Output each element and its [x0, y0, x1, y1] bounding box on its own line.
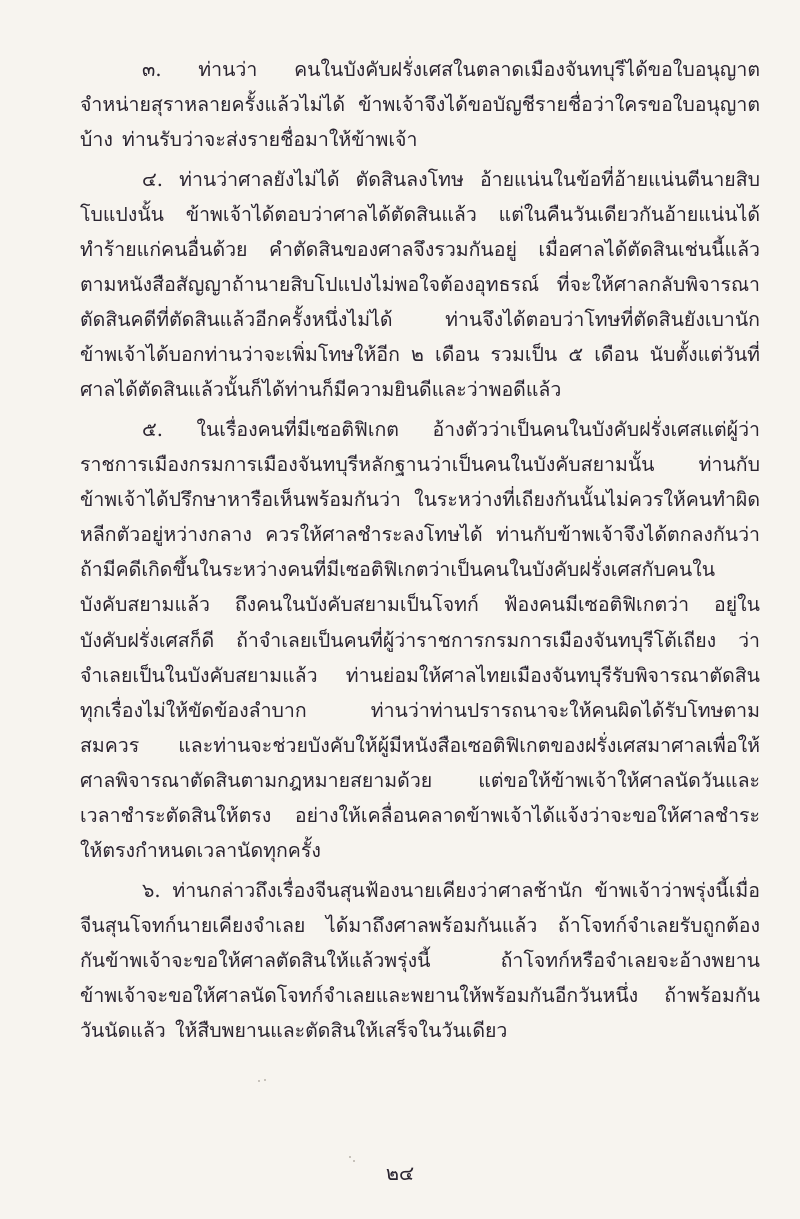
- paper-speck: [264, 1079, 266, 1081]
- document-body: [80, 52, 760, 1053]
- paragraph-3: ๓. ท่านว่า คนในบังคับฝรั่งเศสในตลาดเมืองจันทบุรีได้ขอใบอนุญาตจำหน่ายสุราหลายครั้งแล้วไม่ได้ ข้าพเจ้าจึงได้ขอบัญชีรายชื่อว่าใครขอใบอนุญาตบ้าง ท่านรับว่าจะส่งรายชื่อมาให้ข้าพเจ้า: [80, 58, 760, 152]
- page-number: ๒๔: [385, 1161, 415, 1185]
- paragraph-6: ๖. ท่านกล่าวถึงเรื่องจีนสุนฟ้องนายเคียงว่าศาลช้านัก ข้าพเจ้าว่าพรุ่งนี้เมื่อจีนสุนโจทก์นายเคียงจำเลย ได้มาถึงศาลพร้อมกันแล้ว ถ้าโจทก์จำเลยรับถูกต้องกันข้าพเจ้าจะขอให้ศาลตัดสินให้แล้วพรุ่งนี้ ถ้าโจทก์หรือจำเลยจะอ้างพยาน ข้าพเจ้าจะขอให้ศาลนัดโจทก์จำเลยและพยานให้พร้อมกันอีกวันหนึ่ง ถ้าพร้อมกันวันนัดแล้ว ให้สืบพยานและตัดสินให้เสร็จในวันเดียว: [80, 878, 760, 1043]
- paper-speck: [258, 1080, 260, 1082]
- paragraph-4: ๔. ท่านว่าศาลยังไม่ได้ ตัดสินลงโทษ อ้ายแน่นในข้อที่อ้ายแน่นตีนายสิบโบแปงนั้น ข้าพเจ้าได้ตอบว่าศาลได้ตัดสินแล้ว แต่ในคืนวันเดียวกันอ้ายแน่นได้ทำร้ายแก่คนอื่นด้วย คำตัดสินของศาลจึงรวมกันอยู่ เมื่อศาลได้ตัดสินเช่นนี้แล้ว ตามหนังสือสัญญาถ้านายสิบโปแปงไม่พอใจต้องอุทธรณ์ ที่จะให้ศาลกลับพิจารณาตัดสินคดีที่ตัดสินแล้วอีกครั้งหนึ่งไม่ได้ ท่านจึงได้ตอบว่าโทษที่ตัดสินยังเบานัก ข้าพเจ้าได้บอกท่านว่าจะเพิ่มโทษให้อีก ๒ เดือน รวมเป็น ๕ เดือน นับตั้งแต่วันที่ศาลได้ตัดสินแล้วนั้นก็ได้ท่านก็มีความยินดีและว่าพอดีแล้ว: [80, 167, 760, 402]
- paragraph-5: ๕. ในเรื่องคนที่มีเซอติฟิเกต อ้างตัวว่าเป็นคนในบังคับฝรั่งเศสแต่ผู้ว่าราชการเมืองกรมการเมืองจันทบุรีหลักฐานว่าเป็นคนในบังคับสยามนั้น ท่านกับข้าพเจ้าได้ปรึกษาหารือเห็นพร้อมกันว่า ในระหว่างที่เถียงกันนั้นไม่ควรให้คนทำผิดหลีกตัวอยู่หว่างกลาง ควรให้ศาลชำระลงโทษได้ ท่านกับข้าพเจ้าจึงได้ตกลงกันว่า ถ้ามีคดีเกิดขึ้นในระหว่างคนที่มีเซอติฟิเกตว่าเป็นคนในบังคับฝรั่งเศสกับคนในบังคับสยามแล้ว ถึงคนในบังคับสยามเป็นโจทก์ ฟ้องคนมีเซอติฟิเกตว่า อยู่ในบังคับฝรั่งเศสก็ดี ถ้าจำเลยเป็นคนที่ผู้ว่าราชการกรมการเมืองจันทบุรีโต้เถียง ว่าจำเลยเป็นในบังคับสยามแล้ว ท่านย่อมให้ศาลไทยเมืองจันทบุรีรับพิจารณาตัดสินทุกเรื่องไม่ให้ขัดข้องลำบาก ท่านว่าท่านปรารถนาจะให้คนผิดได้รับโทษตามสมควร และท่านจะช่วยบังคับให้ผู้มีหนังสือเซอติฟิเกตของฝรั่งเศสมาศาลเพื่อให้ศาลพิจารณาตัดสินตามกฎหมายสยามด้วย แต่ขอให้ข้าพเจ้าให้ศาลนัดวันและเวลาชำระตัดสินให้ตรง อย่างให้เคลื่อนคลาดข้าพเจ้าได้แจ้งว่าจะขอให้ศาลชำระให้ตรงกำหนดเวลานัดทุกครั้ง: [80, 417, 760, 863]
